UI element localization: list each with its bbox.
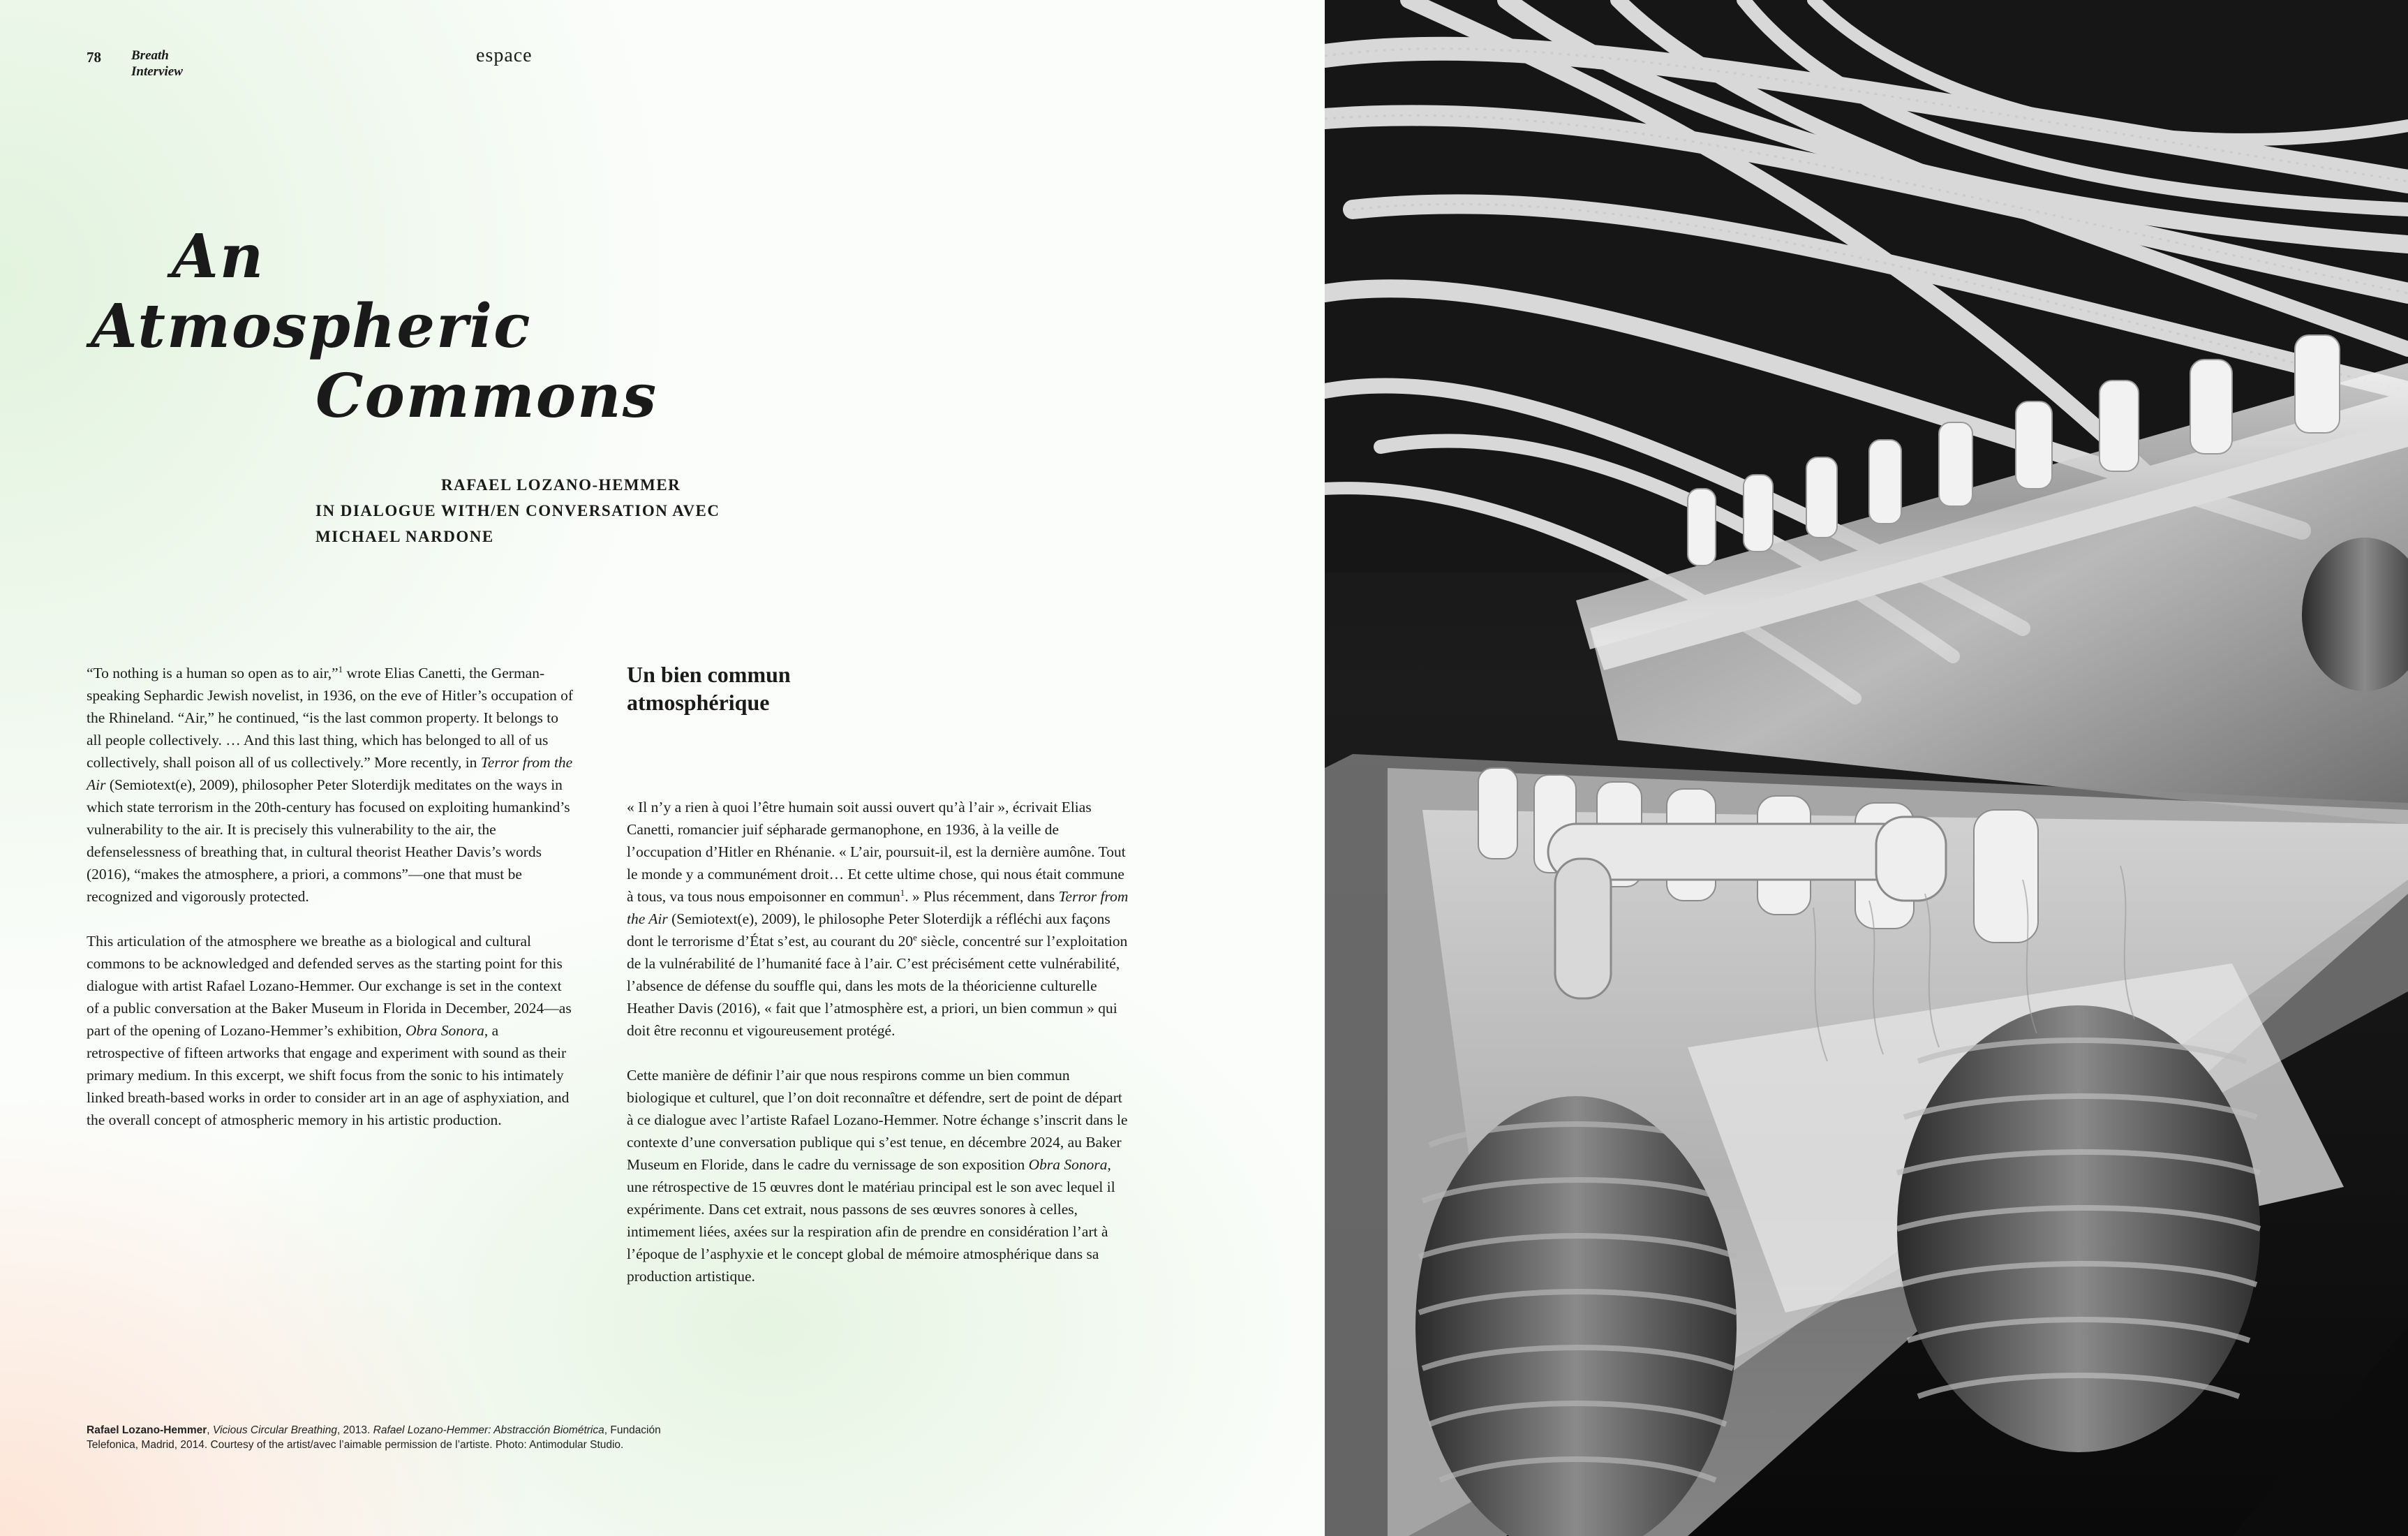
text-run: siècle, concentré sur l’exploitation de la vulnérabilité de l’humanité face à l’air. C’est précisément cette vulnérabilité, l’absence de défense du souffle qui, dans les mots de la théoricienne culturelle Heather Davis (2016), « fait que l’atmosphère est, a priori, un bien commun » qui doit être reconnu et vigoureusement protégé. <box>627 933 1128 1039</box>
english-column <box>87 662 575 1153</box>
page-number: 78 <box>87 49 101 66</box>
text-run: (Semiotext(e), 2009), le philosophe Peter Sloterdijk a réfléchi aux façons dont le terrorisme d’État s’est, au courant du 20 <box>627 910 1110 950</box>
right-page <box>1325 0 2408 1536</box>
exhibition-title: Obra Sonora <box>405 1022 484 1039</box>
text-run: This articulation of the atmosphere we breathe as a biological and cultural commons to be acknowledged and defended serves as the starting point for this dialogue with artist Rafael Lozano-Hemmer. Our exchange is set in the context of a public conversation at the Baker Museum in Florida in December, 2024—as part of the opening of Lozano-Hemmer’s exhibition, <box>87 933 572 1039</box>
caption-artist: Rafael Lozano-Hemmer <box>87 1424 207 1436</box>
title-line-2: Atmospheric <box>91 291 532 362</box>
caption-work-title: Vicious Circular Breathing <box>212 1424 337 1436</box>
footnote-ref: 1 <box>338 663 343 674</box>
english-paragraph-1 <box>87 662 575 908</box>
text-run: “To nothing is a human so open as to air,” <box>87 665 339 681</box>
text-run: , Fundación Telefonica, Madrid, 2014. Courtesy of the artist/avec l’aimable permission de l’artiste. Photo: Antimodular Studio. <box>87 1424 661 1451</box>
text-run: , une rétrospective de 15 œuvres dont le matériau principal est le son avec lequel il expérimente. Dans cet extrait, nous passons de ses œuvres sonores à celles, intimement liées, axées sur la respiration afin de prendre en considération l’art à l’époque de l’asphyxie et le concept global de mémoire atmosphérique dans sa production artistique. <box>627 1156 1115 1285</box>
book-title: Terror from the Air <box>87 754 573 793</box>
installation-photo <box>1325 0 2408 1536</box>
title-line-1: An <box>172 221 265 292</box>
byline-dialogue: IN DIALOGUE WITH/EN CONVERSATION AVEC <box>315 502 720 519</box>
book-title: Terror from the Air <box>627 888 1129 927</box>
french-heading <box>627 660 976 716</box>
text-run: . » Plus récemment, dans <box>905 888 1059 905</box>
text-run: Cette manière de définir l’air que nous respirons comme un bien commun biologique et culturel, que l’on doit reconnaître et défendre, sert de point de départ à ce dialogue avec l’artiste Rafael Lozano-Hemmer. Notre échange s’inscrit dans le contexte d’une conversation publique qui s’est tenue, en décembre 2024, au Baker Museum en Floride, dans le cadre du vernissage de son exposition <box>627 1067 1128 1173</box>
ordinal-suffix: e <box>913 931 917 943</box>
subsection-label: Interview <box>131 64 183 79</box>
text-run: (Semiotext(e), 2009), philosopher Peter Sloterdijk meditates on the ways in which state terrorism in the 20th-century has focused on exploiting humankind’s vulnerability to the air. It is precisely this vulnerability to the air, the defenselessness of breathing that, in cultural theorist Heather Davis’s words (2016), “makes the atmosphere, a priori, a commons”—one that must be recognized and vigorously protected. <box>87 776 570 905</box>
bellows-left <box>1415 1096 1737 1536</box>
text-run: , a retrospective of fifteen artworks that engage and experiment with sound as their primary medium. In this excerpt, we shift focus from the sonic to his intimately linked breath-based works in order to consider art in an age of asphyxiation, and the overall concept of atmospheric memory in his artistic production. <box>87 1022 570 1128</box>
english-paragraph-2 <box>87 930 575 1131</box>
french-column <box>627 796 1129 1310</box>
caption-exhibition: Rafael Lozano-Hemmer: Abstracción Biométrica <box>373 1424 604 1436</box>
running-section <box>131 47 183 80</box>
text-run: wrote Elias Canetti, the German-speaking Sephardic Jewish novelist, in 1936, on the eve of Hitler’s occupation of the Rhineland. “Air,” he continued, “is the last common property. It belongs to all people collectively. … And this last thing, which has belonged to all of us collectively, shall poison all of us collectively.” More recently, in <box>87 665 574 771</box>
french-heading-line-1: Un bien commun <box>627 662 791 687</box>
magazine-name: espace <box>476 45 533 66</box>
section-label: Breath <box>131 48 169 63</box>
byline <box>315 472 720 549</box>
byline-artist: RAFAEL LOZANO-HEMMER <box>441 476 681 494</box>
bellows-right <box>1897 1005 2260 1452</box>
text-run: , 2013. <box>336 1424 373 1436</box>
photo-caption <box>87 1423 715 1452</box>
footnote-ref: 1 <box>900 887 905 898</box>
exhibition-title: Obra Sonora <box>1028 1156 1108 1173</box>
byline-interviewer: MICHAEL NARDONE <box>315 528 494 545</box>
text-run: , <box>207 1424 213 1436</box>
text-run: « Il n’y a rien à quoi l’être humain soit aussi ouvert qu’à l’air », écrivait Elias Canetti, romancier juif sépharade germanophone, en 1936, à la veille de l’occupation d’Hitler en Rhénanie. « L’air, poursuit-il, est la dernière aumône. Tout le monde y a communément droit… Et cette ultime chose, qui nous était commune à tous, va tous nous empoisonner en commun <box>627 799 1126 905</box>
french-heading-line-2: atmosphérique <box>627 690 770 715</box>
french-paragraph-1 <box>627 796 1129 1042</box>
article-title <box>91 222 657 431</box>
title-line-3: Commons <box>315 361 658 431</box>
french-paragraph-2 <box>627 1064 1129 1287</box>
